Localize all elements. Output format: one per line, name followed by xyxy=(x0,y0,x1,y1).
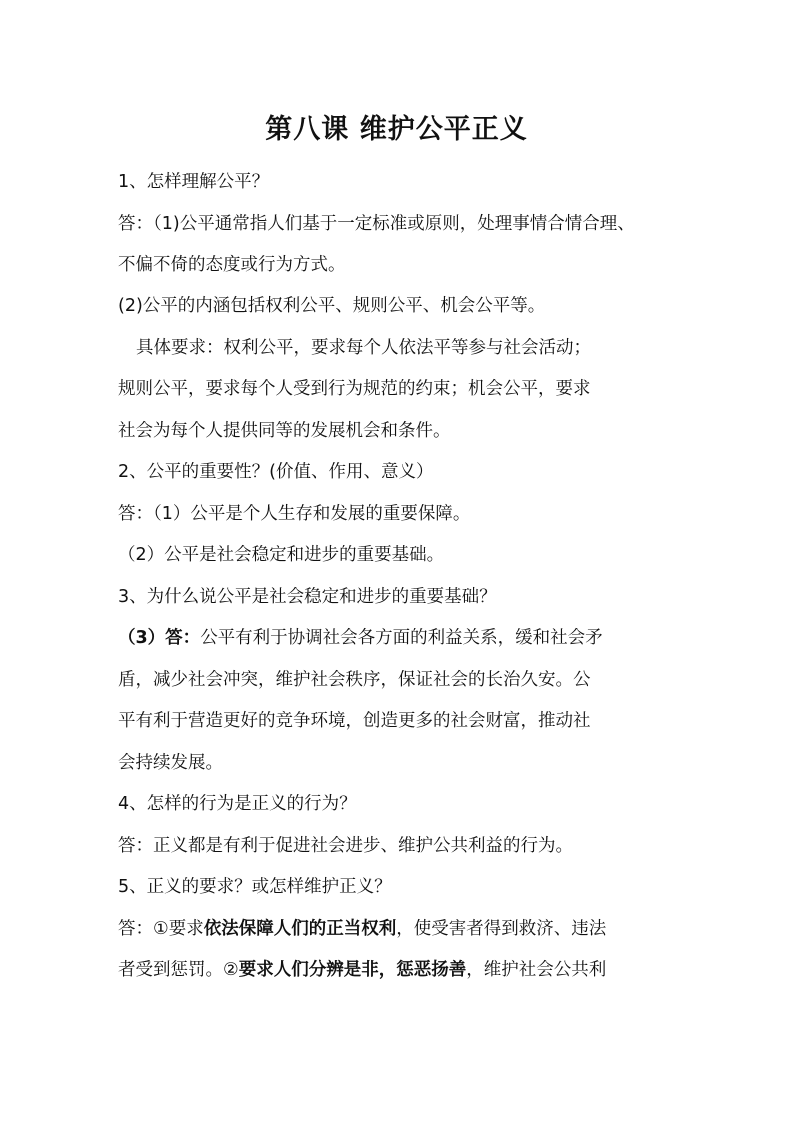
answer-1-line-5: 规则公平，要求每个人受到行为规范的约束；机会公平，要求 xyxy=(118,379,591,399)
answer-5-line2-rest: ，维护社会公共利 xyxy=(466,960,607,980)
page-title: 第八课 维护公平正义 xyxy=(265,114,528,145)
answer-1-line-3: (2)公平的内涵包括权利公平、规则公平、机会公平等。 xyxy=(118,296,546,316)
answer-5-line-2 xyxy=(118,956,606,984)
answer-3-line-1 xyxy=(118,624,603,652)
answer-4: 答：正义都是有利于促进社会进步、维护公共利益的行为。 xyxy=(118,836,573,856)
answer-2-line-1: 答：（1）公平是个人生存和发展的重要保障。 xyxy=(118,504,471,524)
answer-5-line2-prefix: 者受到惩罚。② xyxy=(118,960,239,980)
answer-5-rest: ，使受害者得到救济、违法 xyxy=(396,919,607,939)
answer-3-line-3: 平有利于营造更好的竞争环境，创造更多的社会财富，推动社 xyxy=(118,711,591,731)
answer-3-line-2: 盾，减少社会冲突，维护社会秩序，保证社会的长治久安。公 xyxy=(118,670,591,690)
question-3: 3、为什么说公平是社会稳定和进步的重要基础？ xyxy=(118,587,497,607)
question-4: 4、怎样的行为是正义的行为？ xyxy=(118,794,357,814)
question-2: 2、公平的重要性？(价值、作用、意义） xyxy=(118,462,434,482)
answer-5-line2-bold: 要求人们分辨是非，惩恶扬善 xyxy=(238,960,467,980)
answer-1-line-6: 社会为每个人提供同等的发展机会和条件。 xyxy=(118,421,451,441)
answer-5-bold: 依法保障人们的正当权利 xyxy=(203,919,397,939)
answer-2-line-2: （2）公平是社会稳定和进步的重要基础。 xyxy=(118,545,445,565)
answer-3-line-4: 会持续发展。 xyxy=(118,753,223,773)
answer-1-line-2: 不偏不倚的态度或行为方式。 xyxy=(118,255,346,275)
answer-5-prefix: 答：①要求 xyxy=(118,919,204,939)
question-5: 5、正义的要求？或怎样维护正义？ xyxy=(118,877,392,897)
answer-3-bold-prefix: （3）答： xyxy=(118,628,201,648)
answer-3-text: 公平有利于协调社会各方面的利益关系，缓和社会矛 xyxy=(200,628,603,648)
answer-1-line-1: 答：（1)公平通常指人们基于一定标准或原则，处理事情合情合理、 xyxy=(118,214,635,234)
answer-5-line-1 xyxy=(118,915,606,943)
question-1: 1、怎样理解公平？ xyxy=(118,172,270,192)
answer-1-line-4: 具体要求：权利公平，要求每个人依法平等参与社会活动； xyxy=(136,338,591,358)
